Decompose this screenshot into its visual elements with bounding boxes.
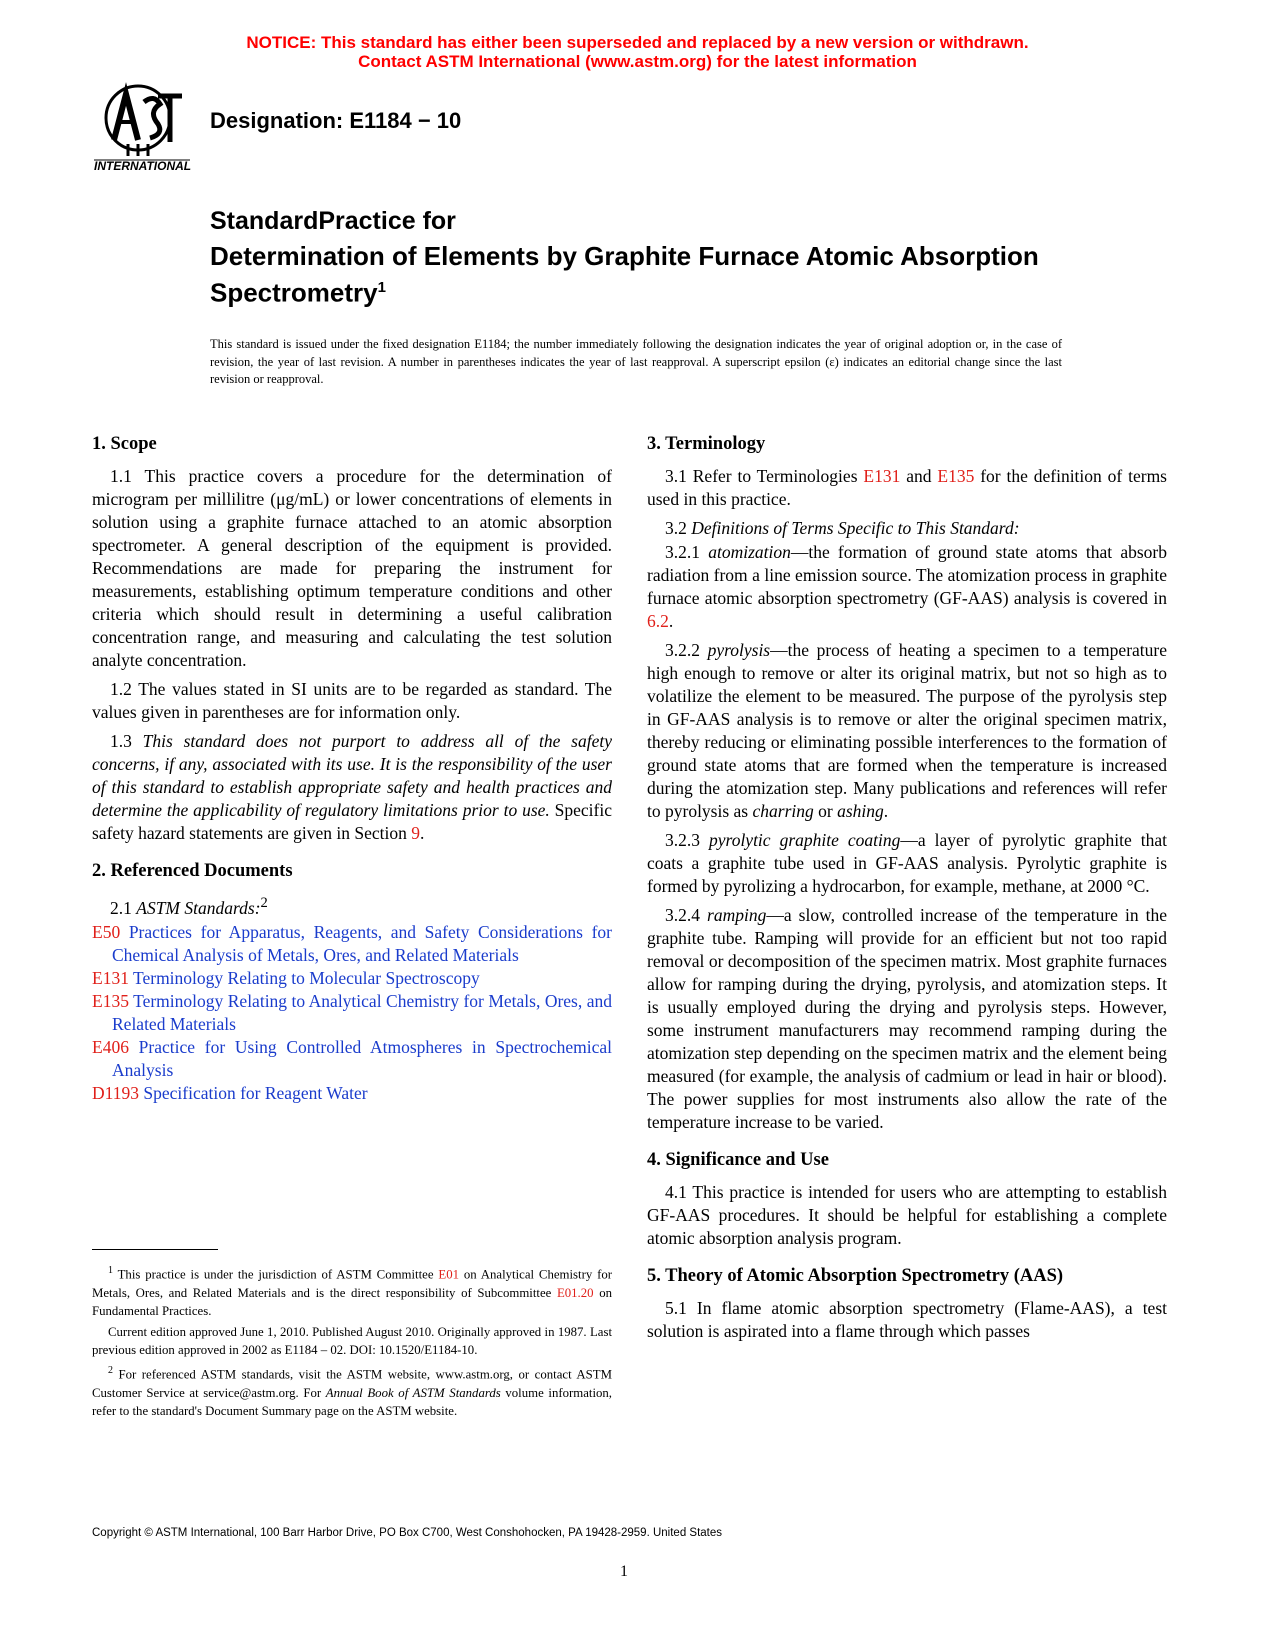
reference-item[interactable] (92, 990, 612, 1036)
e131-link[interactable]: E131 (863, 466, 901, 486)
para-number: 3.2.1 (665, 542, 709, 562)
e135-link[interactable]: E135 (937, 466, 975, 486)
para-text: Specific safety hazard statements are given in Section (92, 800, 612, 843)
ref-code[interactable]: E131 (92, 967, 129, 988)
page-number: 1 (620, 1563, 628, 1580)
paragraph-3-2-1 (647, 541, 1167, 633)
ref-title[interactable]: Terminology Relating to Analytical Chemistry for Metals, Ores, and Related Materials (112, 990, 612, 1034)
reference-list (92, 921, 612, 1105)
copyright-line: Copyright © ASTM International, 100 Barr Harbor Drive, PO Box C700, West Conshohocken, PA 19428-2959. United States (92, 1527, 723, 1539)
footnote-1 (92, 1262, 612, 1321)
paragraph-2-1 (92, 892, 612, 920)
paragraph-1-2: 1.2 The values stated in SI units are to be regarded as standard. The values given in parentheses are for information only. (92, 679, 612, 722)
reference-item[interactable] (92, 1082, 612, 1105)
para-end: . (883, 801, 889, 821)
paragraph-3-2-3 (647, 829, 1167, 898)
safety-caveat: This standard does not purport to address all of the safety concerns, if any, associated with its use. It is the responsibility of the user of this standard to establish appropriate safety and health practices and determine the applicability of regulatory limitations prior to use. (92, 731, 612, 820)
para-text: —the formation of ground state atoms that absorb radiation from a line emission source. The atomization process in graphite furnace atomic absorption spectrometry (GF-AAS) analysis is covered in (647, 542, 1168, 608)
e01-20-link[interactable]: E01.20 (556, 1285, 594, 1300)
para-text: —the process of heating a specimen to a temperature high enough to remove or alter its original matrix, but not so high as to volatilize the element to be measured. The purpose of the pyrolysis step in GF-AAS analysis is to remove or alter the original specimen matrix, thereby reducing or eliminating possible interferences to the formation of ground state atoms that are formed when the temperature is increased during the atomization step. Many publications and references will refer to pyrolysis as (647, 640, 1167, 821)
para-text: for the definition of terms used in this practice. (647, 466, 1167, 509)
para-number: 3.2.4 (665, 905, 708, 925)
paragraph-1-1: 1.1 This practice covers a procedure for the determination of microgram per millilitre (μg/mL) or lower concentrations of elements in solution using a graphite furnace attached to an atomic absorption spectrometer. A general description of the equipment is provided. Recommendations are made for preparing the instrument for measurements, establishing optimum temperature conditions and other criteria which should result in determining a useful calibration concentration range, and measuring and calculating the test solution analyte concentration. (92, 466, 612, 670)
para-number: 3.2 (665, 518, 692, 538)
para-number: 2.1 (110, 897, 137, 918)
section-heading-scope: 1. Scope (92, 434, 157, 454)
ref-title[interactable]: Practice for Using Controlled Atmospheres in Spectrochemical Analysis (112, 1036, 612, 1080)
paragraph-3-2-2 (647, 639, 1167, 823)
footnote-text: on Fundamental Practices. (92, 1285, 612, 1319)
paragraph-1-3 (92, 730, 612, 845)
astm-logo (92, 82, 200, 174)
ref-title[interactable]: Practices for Apparatus, Reagents, and Safety Considerations for Chemical Analysis of Metals, Ores, and Related Materials (112, 921, 612, 965)
section-heading-theory: 5. Theory of Atomic Absorption Spectrometry (AAS) (647, 1266, 1064, 1286)
para-text: —a slow, controlled increase of the temperature in the graphite tube. Ramping will provide for an efficient but not too rapid removal or decomposition of the specimen matrix. Most graphite furnaces allow for ramping during the drying, pyrolysis, and atomization steps. It is usually employed during the drying and pyrolysis steps. However, some instrument manufacturers may recommend ramping during the atomization step depending on the specimen matrix and the element being measured (for example, the analysis of cadmium or lead in hair or blood). The power supplies for most instruments also allow the rate of the temperature increase to be varied. (647, 905, 1168, 1132)
section-9-link[interactable]: 9 (411, 823, 421, 843)
reference-item[interactable] (92, 1036, 612, 1082)
para-number: 1.3 (110, 731, 143, 751)
reference-item[interactable] (92, 921, 612, 967)
ref-code[interactable]: E135 (92, 990, 129, 1011)
paragraph-3-2 (647, 517, 1167, 540)
footnote-mark-2: 2 (260, 895, 268, 911)
footnote-1-edition: Current edition approved June 1, 2010. Published August 2010. Originally approved in 1987. Last previous edition approved in 2002 as E1184 – 02. DOI: 10.1520/E1184-10. (92, 1324, 612, 1358)
notice-line-2: Contact ASTM International (www.astm.org) for the latest information (358, 52, 917, 71)
section-heading-significance: 4. Significance and Use (647, 1150, 829, 1170)
notice-banner (0, 33, 1275, 71)
section-6-2-link[interactable]: 6.2 (647, 611, 669, 631)
term-ashing: ashing (837, 801, 884, 821)
term: pyrolysis (707, 640, 771, 660)
term: pyrolytic graphite coating (709, 830, 901, 850)
definitions-label: Definitions of Terms Specific to This Standard: (691, 518, 1020, 538)
book-title: Annual Book of ASTM Standards (325, 1385, 501, 1400)
footnote-divider (92, 1249, 218, 1250)
term: atomization (708, 542, 791, 562)
para-text: —a layer of pyrolytic graphite that coats a graphite tube used in GF-AAS analysis. Pyrolytic graphite is formed by pyrolizing a hydrocarbon, for example, methane, at 2000 °C. (647, 830, 1167, 896)
footnote-text: volume information, refer to the standard's Document Summary page on the ASTM website. (92, 1385, 613, 1419)
ref-title[interactable]: Terminology Relating to Molecular Spectroscopy (128, 967, 480, 988)
footnote-mark: 2 (108, 1364, 113, 1376)
section-heading-referenced: 2. Referenced Documents (92, 861, 293, 881)
astm-standards-label: ASTM Standards: (136, 897, 261, 918)
term-charring: charring (752, 801, 814, 821)
para-number: 3.2.2 (665, 640, 708, 660)
document-title (210, 240, 1110, 309)
e01-link[interactable]: E01 (438, 1267, 459, 1282)
issued-note: This standard is issued under the fixed designation E1184; the number immediately following the designation indicates the year of original adoption or, in the case of revision, the year of last revision. A number in parentheses indicates the year of last reapproval. A superscript epsilon (ε) indicates an editorial change since the last revision or reapproval. (210, 337, 1062, 386)
paragraph-4-1: 4.1 This practice is intended for users who are attempting to establish GF-AAS procedures. It should be helpful for establishing a complete atomic absorption analysis program. (647, 1182, 1167, 1248)
para-text: or (813, 801, 838, 821)
title-footnote-mark: 1 (377, 279, 386, 296)
footnote-text: This practice is under the jurisdiction of ASTM Committee (113, 1267, 439, 1282)
ref-code[interactable]: D1193 (92, 1082, 139, 1103)
ref-code[interactable]: E50 (92, 921, 121, 942)
para-text: and (900, 466, 938, 486)
para-text: 3.1 Refer to Terminologies (665, 466, 864, 486)
astm-logo-icon (92, 82, 200, 174)
paragraph-5-1: 5.1 In flame atomic absorption spectrometry (Flame-AAS), a test solution is aspirated into a flame through which passes (647, 1298, 1167, 1341)
notice-line-1: NOTICE: This standard has either been superseded and replaced by a new version or withdrawn. (246, 33, 1029, 52)
footnote-text: For referenced ASTM standards, visit the ASTM website, www.astm.org, or contact ASTM Customer Service at service@astm.org. For (92, 1367, 612, 1400)
title-text: Determination of Elements by Graphite Furnace Atomic Absorption Spectrometry (210, 241, 1039, 308)
footnote-mark: 1 (108, 1265, 113, 1276)
reference-item[interactable] (92, 967, 612, 990)
paragraph-3-1 (647, 465, 1167, 511)
footnote-text: on Analytical Chemistry for Metals, Ores, and Related Materials and is the direct responsibility of Subcommittee (92, 1267, 612, 1300)
right-column (647, 432, 1167, 1349)
para-end: . (668, 611, 674, 631)
term: ramping (707, 905, 767, 925)
left-column (92, 432, 612, 1105)
ref-code[interactable]: E406 (92, 1036, 129, 1057)
para-end: . (420, 823, 425, 843)
ref-title[interactable]: Specification for Reagent Water (139, 1082, 368, 1103)
para-number: 3.2.3 (665, 830, 710, 850)
paragraph-3-2-4 (647, 904, 1167, 1134)
designation: Designation: E1184 − 10 (210, 108, 462, 133)
logo-text: INTERNATIONAL (94, 159, 192, 173)
title-prefix: StandardPractice for (210, 207, 456, 235)
footnotes (92, 1262, 612, 1423)
footnote-2 (92, 1362, 612, 1421)
section-heading-terminology: 3. Terminology (647, 434, 766, 454)
